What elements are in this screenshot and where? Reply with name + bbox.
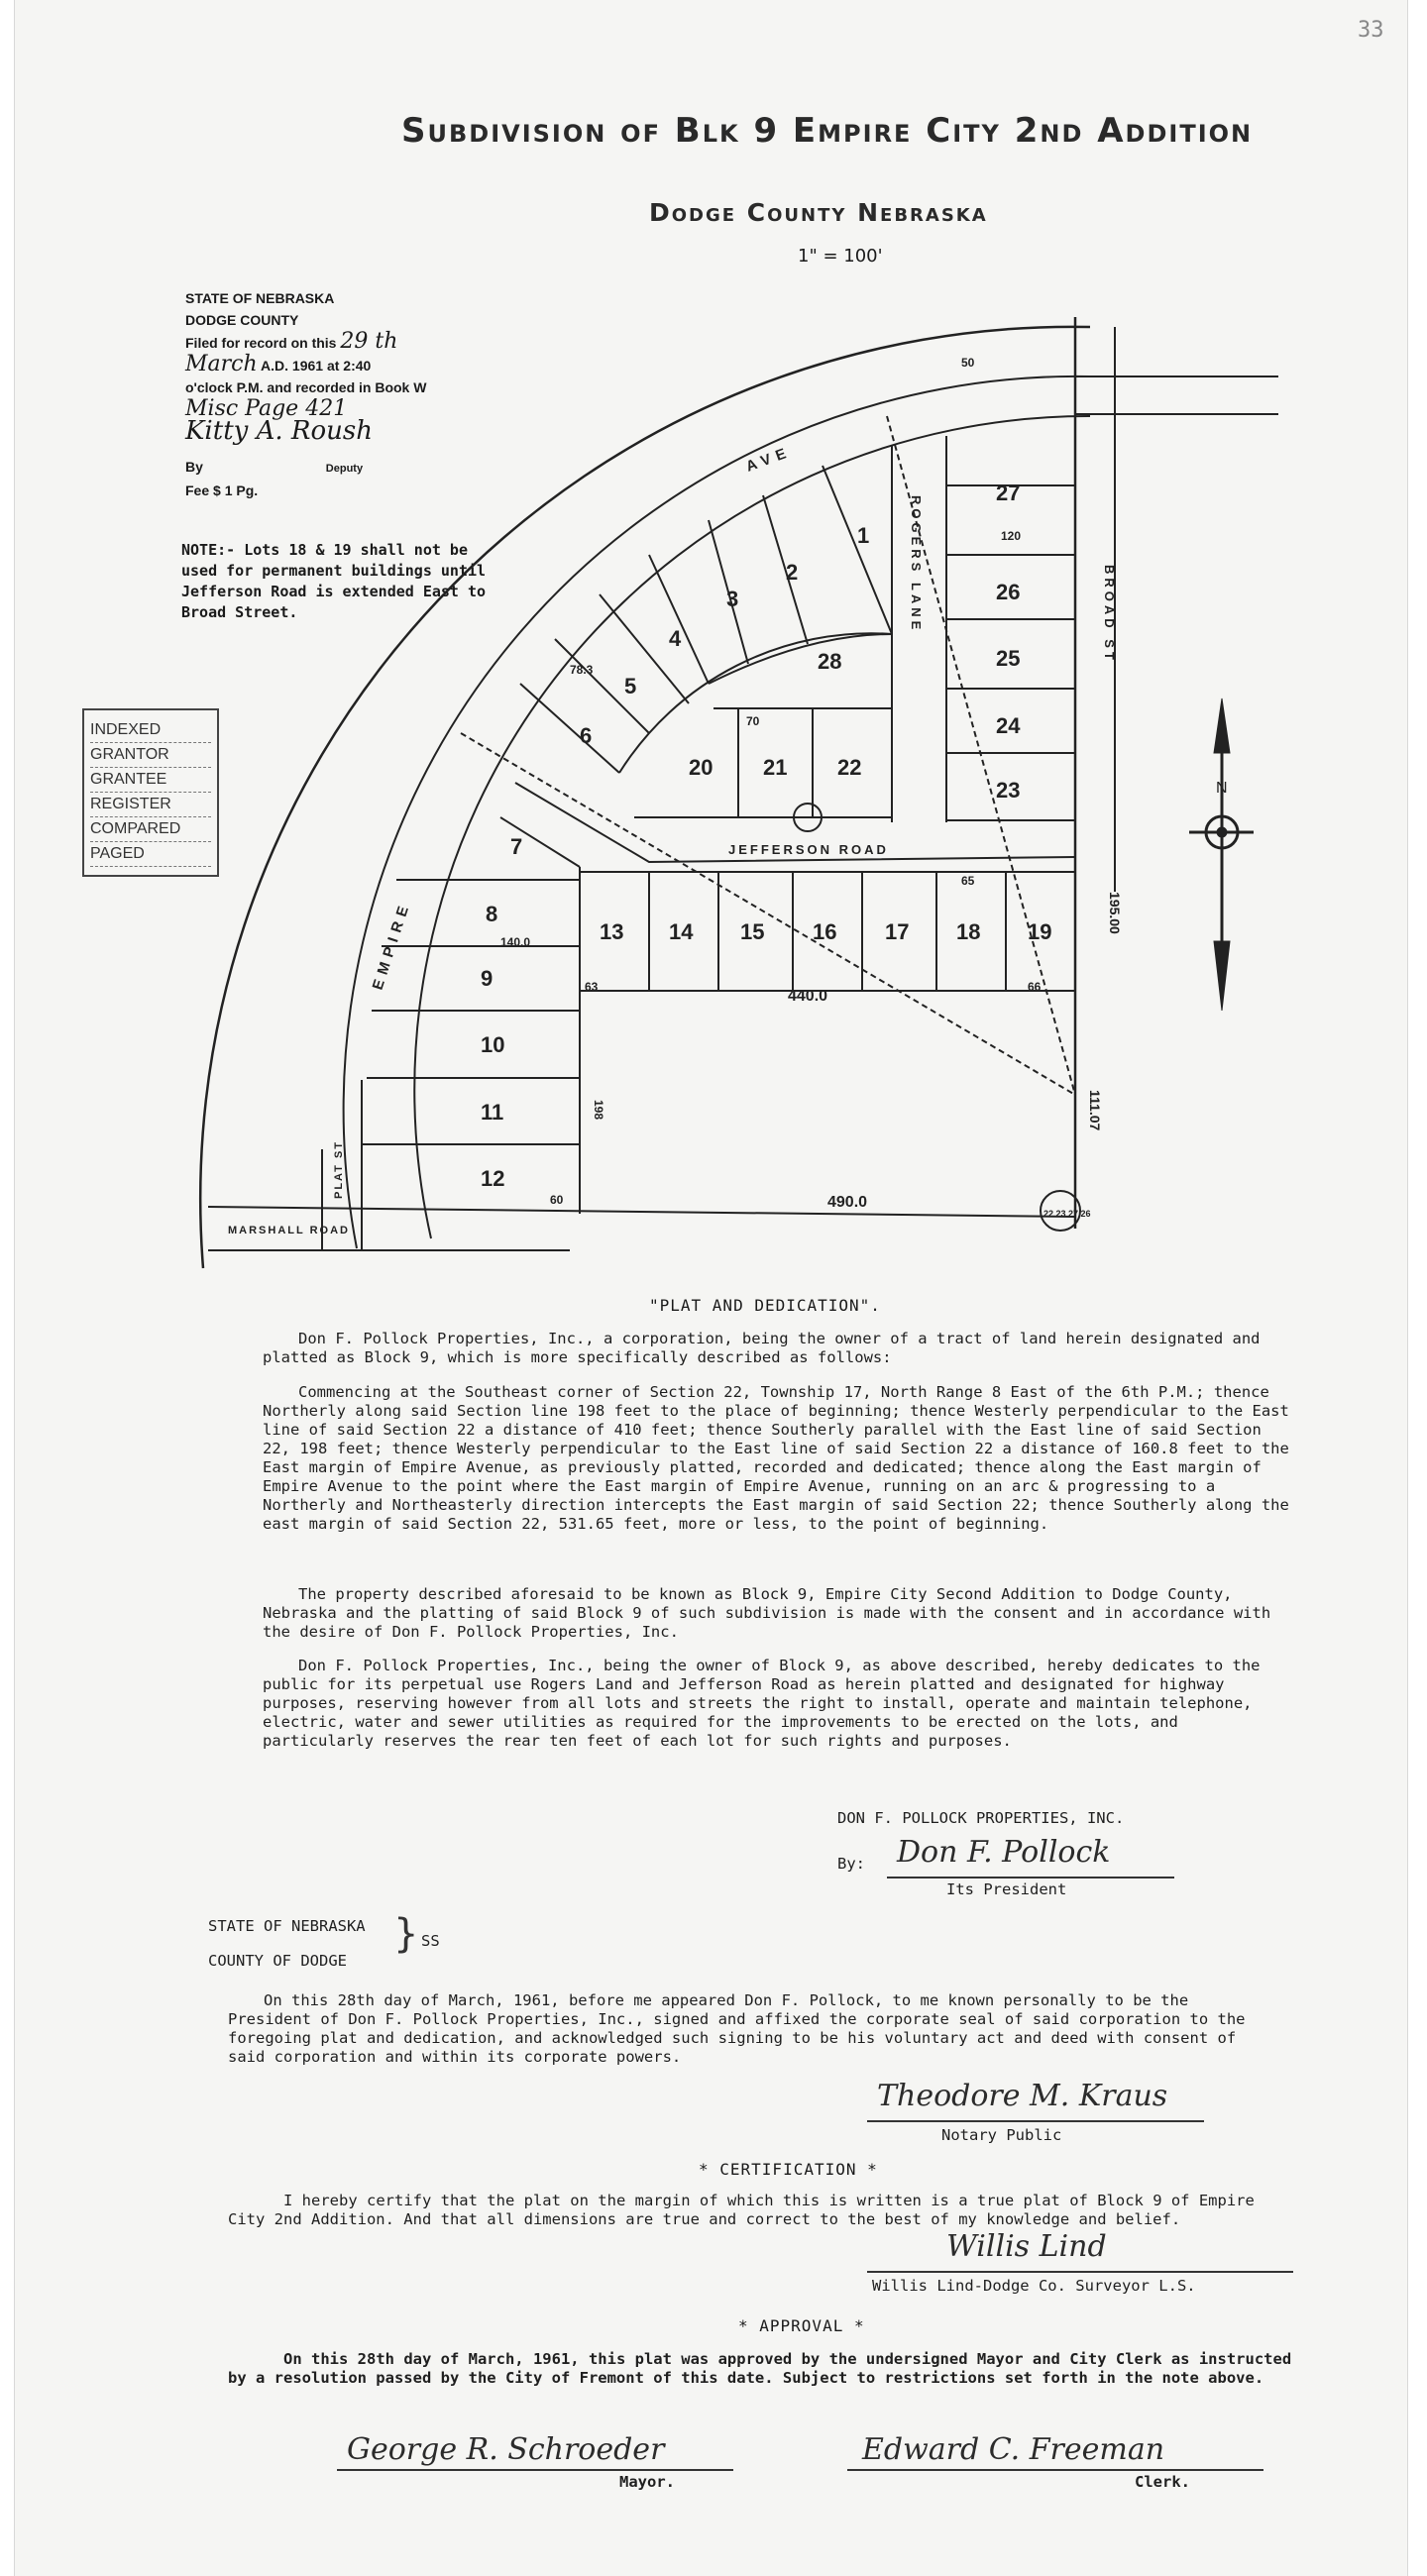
lot-22: 22 xyxy=(837,755,862,780)
owner-by: By: xyxy=(837,1855,865,1873)
lot-13: 13 xyxy=(600,919,624,944)
dim-490: 490.0 xyxy=(827,1194,868,1211)
surveyor-signature-line xyxy=(867,2271,1293,2273)
notary-county: COUNTY OF DODGE xyxy=(208,1952,347,1970)
mayor-signature-line xyxy=(337,2469,733,2471)
street-marshall: MARSHALL ROAD xyxy=(228,1225,350,1236)
index-compared: COMPARED xyxy=(90,817,211,842)
lot-11: 11 xyxy=(481,1100,504,1125)
street-plat-st: PLAT ST xyxy=(333,1139,345,1199)
mayor-signature: George R. Schroeder xyxy=(347,2432,665,2467)
certification-text: I hereby certify that the plat on the margin of which this is written is a true plat of Block 9 of Empire City 2nd Addition. And that all dimensions are true and correct to the best of my knowledge and belief. xyxy=(228,2192,1255,2228)
lot-6: 6 xyxy=(580,723,593,748)
stamp-day: 29 th xyxy=(340,329,398,354)
dedication-intro: Don F. Pollock Properties, Inc., a corporation, being the owner of a tract of land herein designated and platted as Block 9, which is more specifically described as follows: xyxy=(263,1330,1261,1366)
marshall-road-top xyxy=(208,1207,1075,1217)
lot-8: 8 xyxy=(486,902,498,926)
lot-3: 3 xyxy=(726,587,739,611)
empire-ave-inner-arc xyxy=(344,376,1090,1248)
legal-description: Commencing at the Southeast corner of Section 22, Township 17, North Range 8 East of the 6th P.M.; thence Northerly along said Section line 198 feet to the place of beginning; thence Westerly perpendicular to the East line of said Section 22 a distance of 410 feet; thence Southerly parallel with the East line of said Section 22, 198 feet; thence Westerly perpendicular to the East line of said Section 22 a distance of 160.8 feet to the East margin of Empire Avenue, as previously platted, recorded and dedicated; thence along the East margin of Empire Avenue to the point where the East margin of Empire Avenue, running on an arc & progressing to a Northerly and Northeasterly direction intercepts the East margin of said Section 22; thence Southerly along the east margin of said Section 22, 531.65 feet, more or less, to the point of beginning. xyxy=(263,1383,1289,1533)
lot-4: 4 xyxy=(669,626,682,651)
dim-195: 195.00 xyxy=(1107,892,1123,934)
dim-66: 66 xyxy=(1028,980,1042,994)
stamp-ad: A.D. 1961 at 2:40 xyxy=(261,358,372,374)
dim-65: 65 xyxy=(961,874,975,888)
empire-ave-outer-arc xyxy=(200,327,1090,1268)
index-register: REGISTER xyxy=(90,793,211,817)
lots-note: NOTE:- Lots 18 & 19 shall not be used for permanent buildings until Jefferson Road is extended East to Broad Street. xyxy=(181,541,487,621)
owner-name: DON F. POLLOCK PROPERTIES, INC. xyxy=(837,1809,1125,1827)
lot-1: 1 xyxy=(857,523,870,548)
surveyor-signature: Willis Lind xyxy=(946,2229,1107,2264)
svg-text:N: N xyxy=(1216,780,1228,797)
stamp-month: March xyxy=(185,352,258,376)
dim-70: 70 xyxy=(746,714,760,728)
lot-10: 10 xyxy=(481,1032,505,1057)
street-rogers-lane: ROGERS LANE xyxy=(909,495,924,634)
notary-signature: Theodore M. Kraus xyxy=(877,2079,1168,2113)
stamp-state: STATE OF NEBRASKA xyxy=(185,290,335,306)
lot-20: 20 xyxy=(689,755,714,780)
page-number-mark: 33 xyxy=(1358,18,1384,43)
stamp-filed: Filed for record on this xyxy=(185,335,337,351)
section-corner: 22 23 27 26 xyxy=(1043,1209,1091,1219)
dim-120: 120 xyxy=(1001,529,1022,543)
notary-ss: SS xyxy=(421,1932,440,1950)
index-grantor: GRANTOR xyxy=(90,743,211,768)
owner-signature: Don F. Pollock xyxy=(897,1835,1111,1870)
clerk-title: Clerk. xyxy=(1135,2473,1190,2491)
certification-heading: * CERTIFICATION * xyxy=(699,2160,878,2179)
stamp-county: DODGE COUNTY xyxy=(185,312,299,328)
lot-25: 25 xyxy=(996,646,1021,671)
stamp-fee: Fee $ 1 Pg. xyxy=(185,483,259,498)
street-jefferson-road: JEFFERSON ROAD xyxy=(728,842,889,857)
dedication-heading: "PLAT AND DEDICATION". xyxy=(649,1296,881,1315)
dim-440: 440.0 xyxy=(788,988,828,1005)
lot-24: 24 xyxy=(996,713,1021,738)
lot-27: 27 xyxy=(996,481,1021,505)
approval-text: On this 28th day of March, 1961, this plat was approved by the undersigned Mayor and City Clerk as instructed by a resolution passed by the City of Fremont of this date. Subject to restrictions set forth in the note above. xyxy=(228,2350,1292,2387)
dim-198: 198 xyxy=(592,1100,605,1121)
surveyor-title: Willis Lind-Dodge Co. Surveyor L.S. xyxy=(872,2277,1196,2295)
lot-16: 16 xyxy=(813,919,837,944)
stamp-book: Misc Page 421 xyxy=(185,396,348,421)
dim-63: 63 xyxy=(585,980,599,994)
index-grantee: GRANTEE xyxy=(90,768,211,793)
notary-state: STATE OF NEBRASKA xyxy=(208,1917,366,1935)
lot-18: 18 xyxy=(956,919,981,944)
approval-heading: * APPROVAL * xyxy=(738,2316,865,2335)
stamp-oclock: o'clock P.M. and recorded in Book W xyxy=(185,379,427,395)
mayor-title: Mayor. xyxy=(619,2473,675,2491)
dim-111: 111.07 xyxy=(1087,1090,1103,1131)
lot-23: 23 xyxy=(996,778,1021,803)
dim-140: 140.0 xyxy=(500,935,531,949)
index-paged: PAGED xyxy=(90,842,211,867)
county-subtitle: Dodge County Nebraska xyxy=(649,198,988,227)
lot-19: 19 xyxy=(1028,919,1052,944)
lot-12: 12 xyxy=(481,1166,505,1191)
lot-9: 9 xyxy=(481,966,494,991)
lot-26: 26 xyxy=(996,580,1021,604)
street-broad-st: BROAD ST xyxy=(1102,565,1117,664)
stamp-by: By xyxy=(185,459,203,475)
plat-map xyxy=(15,0,1407,1288)
notary-signature-line xyxy=(867,2120,1204,2122)
stamp-deputy: Deputy xyxy=(325,463,364,475)
street-empire: EMPIRE xyxy=(369,899,414,993)
clerk-signature: Edward C. Freeman xyxy=(862,2432,1165,2467)
document-title: Subdivision of Blk 9 Empire City 2nd Addition xyxy=(401,111,1254,151)
dim-78: 78.3 xyxy=(570,663,594,677)
owner-title: Its President xyxy=(946,1880,1067,1898)
lot-17: 17 xyxy=(885,919,910,944)
lot-15: 15 xyxy=(740,919,765,944)
north-arrow-icon xyxy=(1189,698,1254,1011)
dim-60: 60 xyxy=(550,1193,564,1207)
lot-7: 7 xyxy=(510,834,523,859)
lot-14: 14 xyxy=(669,919,694,944)
street-ave: AVE xyxy=(743,443,795,476)
dedication-clause: Don F. Pollock Properties, Inc., being the owner of Block 9, as above described, hereby dedicates to the public for its perpetual use Rogers Land and Jefferson Road as herein platted and designated for highway purposes, reserving however from all lots and streets the right to install, operate and maintain telephone, electric, water and sewer utilities as required for the improvements to be erected on the lots, and particularly reserves the rear ten feet of each lot for such rights and purposes. xyxy=(263,1657,1261,1750)
lot-2: 2 xyxy=(786,560,799,585)
lot-28: 28 xyxy=(818,649,842,674)
lot-21: 21 xyxy=(763,755,788,780)
plat-document-sheet xyxy=(14,0,1408,2576)
notary-acknowledgment: On this 28th day of March, 1961, before me appeared Don F. Pollock, to me known personally to be the President of Don F. Pollock Properties, Inc., signed and affixed the corporate seal of said corporation to the foregoing plat and dedication, and acknowledged such signing to be his voluntary act and deed with consent of said corporation and within its corporate powers. xyxy=(228,1991,1246,2066)
clerk-signature-line xyxy=(847,2469,1263,2471)
stamp-recorder-signature: Kitty A. Roush xyxy=(185,416,373,446)
index-indexed: INDEXED xyxy=(90,718,211,743)
scale-label: 1" = 100' xyxy=(798,246,883,267)
notary-title: Notary Public xyxy=(941,2126,1062,2144)
block-designation: The property described aforesaid to be known as Block 9, Empire City Second Addition to Dodge County, Nebraska and the platting of said Block 9 of such subdivision is made with the consent and in accordance with the desire of Don F. Pollock Properties, Inc. xyxy=(263,1585,1271,1641)
brace-icon: } xyxy=(393,1911,419,1957)
dim-50: 50 xyxy=(961,356,975,370)
lot-5: 5 xyxy=(624,674,637,698)
owner-signature-line xyxy=(887,1877,1174,1878)
